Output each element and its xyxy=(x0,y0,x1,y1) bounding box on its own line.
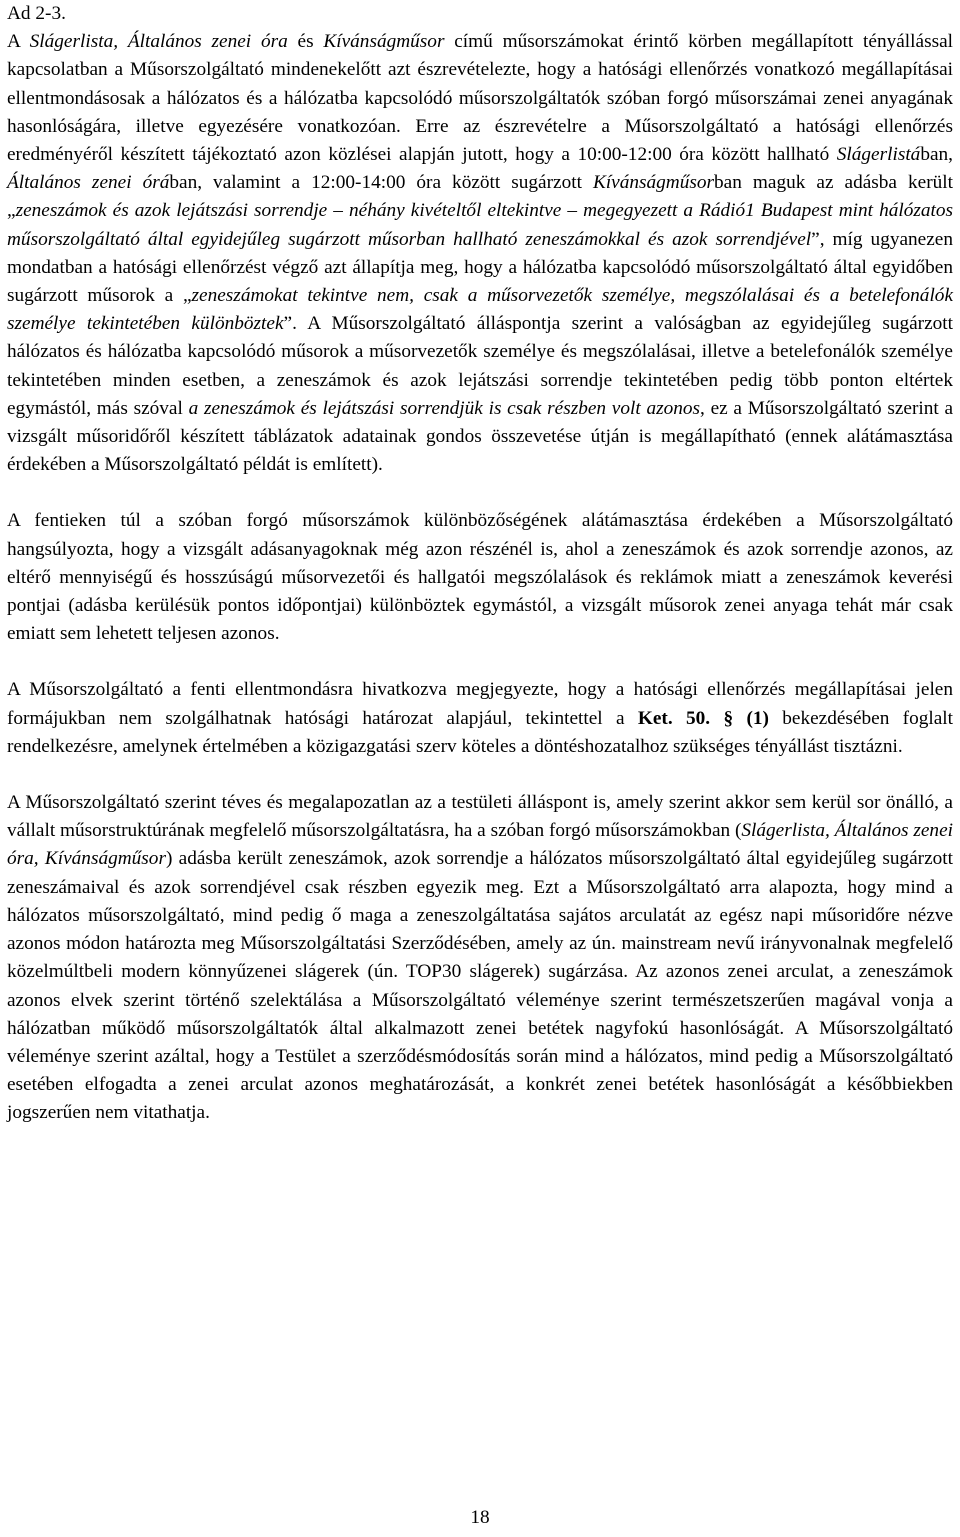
text-run: bekezdésében foglalt rendelkezésre, amelynek értelmében a közigazgatási szerv köteles a döntéshozatalhoz szükséges tényállást tisztázni. xyxy=(7,707,954,757)
italic-run: a zeneszámok és lejátszási sorrendjük is csak részben volt azonos xyxy=(188,397,701,419)
document-page xyxy=(7,0,953,1128)
text-run: című műsorszámokat érintő körben megállapított tényállással kapcsolatban a Műsorszolgáltató mindenekelőtt azt észrevételezte, hogy a hatósági ellenőrzés vonatkozó megállapításai ellentmondásosak a hálózatos és a hálózatba kapcsolódó műsorszolgáltatók szóban forgó műsorszámai zenei anyagának hasonlóságára, illetve egyezésére vonatkozóan. Erre az észrevételre a Műsorszolgáltató a hatósági ellenőrzés eredményéről készített tájékoztató azon közlései alapján jutott, hogy a 10:00-12:00 óra között hallható xyxy=(7,31,953,166)
text-run: A xyxy=(7,31,30,53)
italic-run: zeneszámok és azok lejátszási sorrendje – néhány kivételtől eltekintve – megegyezett a Rádió1 Budapest mint hálózatos műsorszolgáltató által egyidejűleg sugárzott műsorban hallható zeneszámokkal és azok sorrendjével xyxy=(7,200,953,250)
text-run: ban, valamint a 12:00-14:00 óra között sugárzott xyxy=(169,172,593,194)
italic-run: Slágerlista, Általános zenei óra xyxy=(29,31,288,53)
paragraph-gap xyxy=(7,648,953,676)
text-run: ”, míg ugyanezen mondatban a hatósági ellenőrzést végző azt állapítja meg, hogy a hálózatba kapcsolódó műsorszolgáltató által egyidőben sugárzott műsorok a „ xyxy=(7,228,953,307)
text-run: ban maguk az adásba került „ xyxy=(7,172,953,222)
italic-run: Kívánságműsor xyxy=(592,172,715,194)
paragraph-1 xyxy=(7,28,953,479)
paragraph-gap xyxy=(7,479,953,507)
italic-run: zeneszámokat tekintve nem, csak a műsorvezetők személye, megszólalásai és a betelefonálók személye tekintetében különböztek xyxy=(7,285,953,335)
page-number: 18 xyxy=(470,1507,490,1528)
italic-run: Kívánságműsor xyxy=(323,31,445,53)
text-run: ) adásba került zeneszámok, azok sorrendje a hálózatos műsorszolgáltató által egyidejűleg sugárzott zeneszámaival és azok sorrendjével csak részben egyezik meg. Ezt a Műsorszolgáltató arra alapozta, hogy mind a hálózatos műsorszolgáltató, mind pedig ő maga a zeneszolgáltatása sajátos arculatát az egész napi műsoridőre nézve azonos módon határozta meg Műsorszolgáltatási Szerződésében, amely az ún. mainstream nevű irányvonalnak megfelelő közelmúltbeli modern könnyűzenei slágerek (ún. TOP30 slágerek) sugárzása. Az azonos zenei arculat, a zeneszámok azonos elvek szerint történő szelektálása a Műsorszolgáltató véleménye szerint természetszerűen magával vonja a hálózatban működő műsorszolgáltatók által alkalmazott zenei betétek nagyfokú hasonlóságát. A Műsorszolgáltató véleménye szerint azáltal, hogy a Testület a szerződésmódosítás során mind a hálózatos, mind pedig a Műsorszolgáltató esetében elfogadta a zenei arculat azonos meghatározását, a konkrét zenei betétek hasonlóságát a későbbiekben jogszerűen nem vitathatja. xyxy=(7,848,953,1124)
text-run: A Műsorszolgáltató szerint téves és megalapozatlan az a testületi álláspont is, amely szerint akkor sem kerül sor önálló, a vállalt műsorstruktúrának megfelelő műsorszolgáltatásra, ha a szóban forgó műsorszámokban ( xyxy=(7,792,953,842)
italic-run: Általános zenei órá xyxy=(7,172,170,194)
italic-run: Slágerlistá xyxy=(836,144,921,166)
italic-run: Slágerlista, Általános zenei óra, Kívánságműsor xyxy=(7,820,953,870)
text-run: A Műsorszolgáltató a fenti ellentmondásra hivatkozva megjegyezte, hogy a hatósági ellenőrzés megállapításai jelen formájukban nem szolgálhatnak hatósági határozat alapjául, tekintettel a xyxy=(7,679,953,729)
paragraph-gap xyxy=(7,761,953,789)
text-run: ban, xyxy=(920,144,953,166)
paragraph-4 xyxy=(7,789,953,1127)
text-run: ”. A Műsorszolgáltató álláspontja szerint a valóságban az egyidejűleg sugárzott hálózatos és hálózatba kapcsolódó műsorok a műsorvezetők személye és megszólalásai, illetve a betelefonálók személye tekintetében minden esetben, a zeneszámok és azok lejátszási sorrendje tekintetében pedig több ponton eltértek egymástól, más szóval xyxy=(7,313,953,419)
text-run: , ez a Műsorszolgáltató szerint a vizsgált műsoridőről készített táblázatok adatainak gondos összevetése útján is megállapítható (ennek alátámasztása érdekében a Műsorszolgáltató példát is említett). xyxy=(7,397,954,476)
section-heading: Ad 2-3. xyxy=(7,3,66,24)
text-run: és xyxy=(287,31,324,53)
bold-run: Ket. 50. § (1) xyxy=(637,707,769,729)
paragraph-2: A fentieken túl a szóban forgó műsorszámok különbözőségének alátámasztása érdekében a Műsorszolgáltató hangsúlyozta, hogy a vizsgált adásanyagoknak még azon részénél is, ahol a zeneszámok és azok sorrendje azonos, az eltérő mennyiségű és hosszúságú műsorvezetői és hallgatói megszólalások és reklámok miatt a zeneszámok keverési pontjai (adásba kerülésük pontos időpontjai) különböztek egymástól, a vizsgált műsorok zenei anyaga tehát már csak emiatt sem lehetett teljesen azonos. xyxy=(7,510,953,645)
paragraph-3 xyxy=(7,676,953,761)
